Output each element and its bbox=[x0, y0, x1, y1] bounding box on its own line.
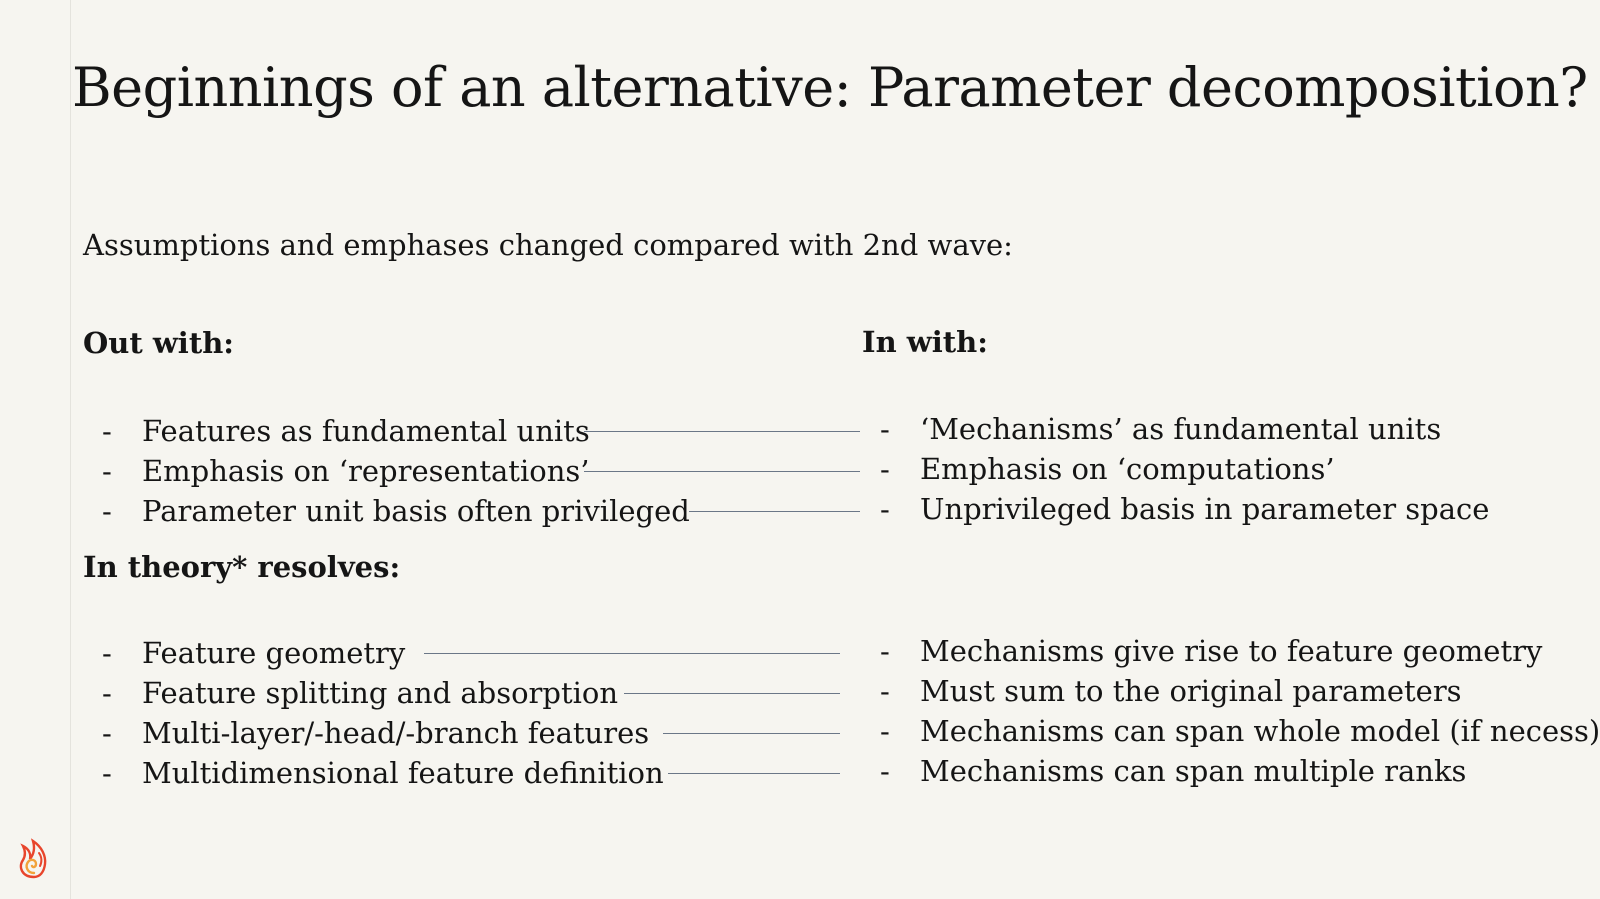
bullet-dash: - bbox=[880, 452, 890, 486]
connector-line bbox=[424, 653, 840, 654]
resolves-item-text: Multi-layer/-head/-branch features bbox=[142, 716, 650, 750]
bullet-dash: - bbox=[880, 714, 890, 748]
resolution-item-text: Mechanisms give rise to feature geometry bbox=[920, 634, 1543, 668]
connector-line bbox=[584, 471, 860, 472]
bullet-dash: - bbox=[102, 454, 112, 488]
slide-title: Beginnings of an alternative: Parameter decomposition? bbox=[72, 56, 1588, 119]
bullet-dash: - bbox=[880, 412, 890, 446]
resolves-item-text: Multidimensional feature definition bbox=[142, 756, 664, 790]
flame-swirl-logo-icon bbox=[14, 836, 54, 880]
in-with-heading: In with: bbox=[862, 325, 988, 359]
bullet-dash: - bbox=[880, 674, 890, 708]
slide-subtitle: Assumptions and emphases changed compared with 2nd wave: bbox=[83, 228, 1013, 262]
resolves-item-text: Feature splitting and absorption bbox=[142, 676, 619, 710]
out-with-heading: Out with: bbox=[83, 326, 235, 360]
resolution-item-text: Mechanisms can span whole model (if necess) bbox=[920, 714, 1600, 748]
connector-line bbox=[663, 733, 840, 734]
out-item-text: Parameter unit basis often privileged bbox=[142, 494, 690, 528]
bullet-dash: - bbox=[102, 636, 112, 670]
resolution-item-text: Mechanisms can span multiple ranks bbox=[920, 754, 1467, 788]
resolves-heading: In theory* resolves: bbox=[83, 550, 401, 584]
out-item-text: Features as fundamental units bbox=[142, 414, 590, 448]
connector-line bbox=[689, 511, 860, 512]
bullet-dash: - bbox=[102, 716, 112, 750]
bullet-dash: - bbox=[102, 494, 112, 528]
bullet-dash: - bbox=[102, 676, 112, 710]
in-item-text: ‘Mechanisms’ as fundamental units bbox=[920, 412, 1442, 446]
out-item-text: Emphasis on ‘representations’ bbox=[142, 454, 590, 488]
connector-line bbox=[668, 773, 840, 774]
bullet-dash: - bbox=[880, 634, 890, 668]
connector-line bbox=[584, 431, 860, 432]
in-item-text: Emphasis on ‘computations’ bbox=[920, 452, 1335, 486]
left-margin-rule bbox=[70, 0, 71, 899]
connector-line bbox=[624, 693, 840, 694]
resolution-item-text: Must sum to the original parameters bbox=[920, 674, 1462, 708]
bullet-dash: - bbox=[102, 756, 112, 790]
in-item-text: Unprivileged basis in parameter space bbox=[920, 492, 1490, 526]
resolves-item-text: Feature geometry bbox=[142, 636, 406, 670]
bullet-dash: - bbox=[880, 492, 890, 526]
bullet-dash: - bbox=[880, 754, 890, 788]
bullet-dash: - bbox=[102, 414, 112, 448]
